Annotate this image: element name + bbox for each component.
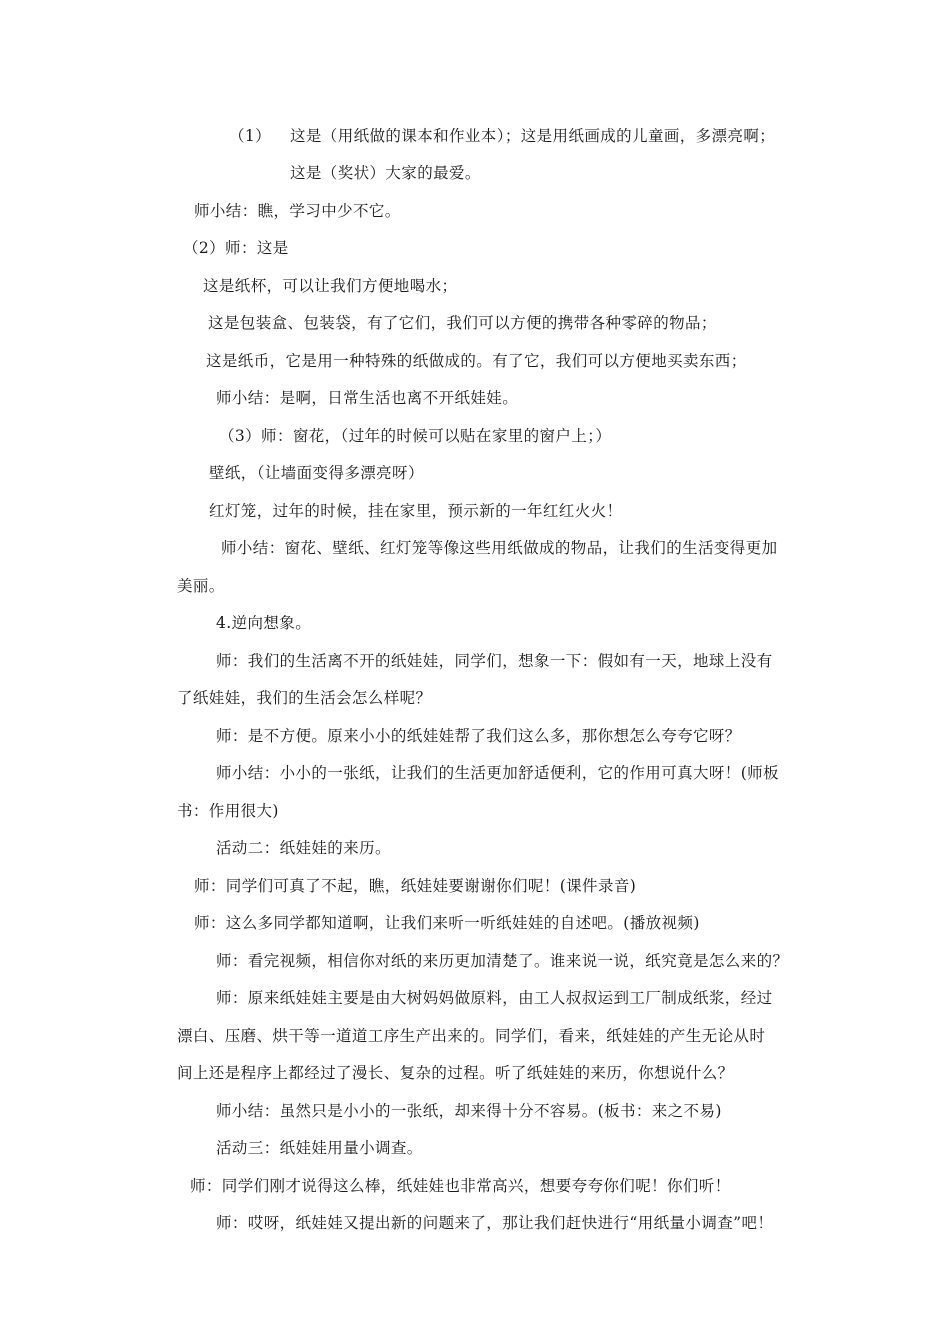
section-heading: 4.逆向想象。 (216, 614, 312, 632)
text-line: 这是包装盒、包装袋，有了它们，我们可以方便的携带各种零碎的物品； (208, 314, 717, 332)
text-line: 师：哎呀，纸娃娃又提出新的问题来了，那让我们赶快进行“用纸量小调查”吧！ (216, 1214, 774, 1232)
text-line: 红灯笼，过年的时候，挂在家里，预示新的一年红红火火！ (209, 502, 623, 520)
text-line: 壁纸，（让墙面变得多漂亮呀） (209, 464, 424, 482)
text-line: （3）师：窗花，（过年的时候可以贴在家里的窗户上；） (219, 427, 612, 445)
text-line: 师：是不方便。原来小小的纸娃娃帮了我们这么多，那你想怎么夸夸它呀？ (216, 727, 741, 745)
text-line: （2）师：这是 (183, 239, 289, 257)
text-line: 师：看完视频，相信你对纸的来历更加清楚了。谁来说一说，纸究竟是怎么来的？ (216, 952, 789, 970)
text-line: 师小结：瞧，学习中少不它。 (194, 202, 401, 220)
text-line: 书：作用很大) (177, 802, 279, 820)
text-line: 了纸娃娃，我们的生活会怎么样呢？ (177, 689, 432, 707)
section-heading: 活动三：纸娃娃用量小调查。 (216, 1139, 423, 1157)
text-line: 师小结：小小的一张纸，让我们的生活更加舒适便利，它的作用可真大呀！(师板 (216, 764, 779, 782)
text-line: 师小结：是啊，日常生活也离不开纸娃娃。 (216, 389, 519, 407)
text-line: 师：这么多同学都知道啊，让我们来听一听纸娃娃的自述吧。(播放视频) (194, 914, 700, 932)
text-line: 师：同学们可真了不起，瞧，纸娃娃要谢谢你们呢！(课件录音) (194, 877, 637, 895)
text-line: 这是（用纸做的课本和作业本）；这是用纸画成的儿童画，多漂亮啊； (290, 127, 776, 145)
text-line: 这是纸币，它是用一种特殊的纸做成的。有了它，我们可以方便地买卖东西； (206, 352, 747, 370)
text-line: 间上还是程序上都经过了漫长、复杂的过程。听了纸娃娃的来历，你想说什么？ (177, 1064, 734, 1082)
text-line: 师：同学们刚才说得这么棒，纸娃娃也非常高兴，想要夸夸你们呢！你们听！ (190, 1177, 731, 1195)
section-heading: 活动二：纸娃娃的来历。 (216, 839, 391, 857)
text-line: 师：我们的生活离不开的纸娃娃，同学们，想象一下：假如有一天，地球上没有 (216, 652, 773, 670)
text-line: 师小结：虽然只是小小的一张纸，却来得十分不容易。(板书：来之不易) (216, 1102, 722, 1120)
text-line: 这是（奖状）大家的最爱。 (290, 164, 481, 182)
text-line: 这是纸杯，可以让我们方便地喝水； (203, 277, 458, 295)
text-line: 师小结：窗花、壁纸、红灯笼等像这些用纸做成的物品，让我们的生活变得更加 (221, 539, 778, 557)
item-number-1: （1） (229, 127, 272, 145)
text-line: 漂白、压磨、烘干等一道道工序生产出来的。同学们，看来，纸娃娃的产生无论从时 (177, 1027, 766, 1045)
text-line: 师：原来纸娃娃主要是由大树妈妈做原料，由工人叔叔运到工厂制成纸浆，经过 (216, 989, 773, 1007)
text-line: 美丽。 (177, 577, 225, 595)
